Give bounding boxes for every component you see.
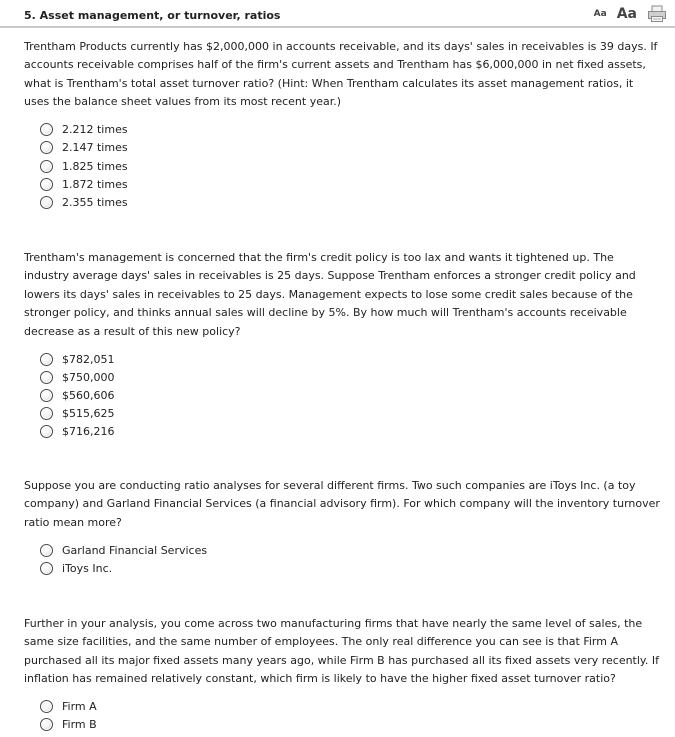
radio-button[interactable] bbox=[40, 389, 53, 402]
option-label: $515,625 bbox=[62, 407, 115, 421]
font-size-large-button[interactable]: Aa bbox=[616, 6, 637, 22]
printer-icon[interactable] bbox=[647, 5, 667, 23]
option-label: iToys Inc. bbox=[62, 562, 113, 575]
option-label: $750,000 bbox=[62, 370, 115, 384]
answer-option[interactable] bbox=[24, 121, 660, 139]
answer-option[interactable] bbox=[24, 139, 660, 157]
answer-option[interactable] bbox=[24, 175, 660, 193]
radio-button[interactable] bbox=[40, 562, 53, 575]
answer-option[interactable] bbox=[24, 157, 660, 175]
radio-button[interactable] bbox=[40, 353, 53, 366]
question-stem-4: Further in your analysis, you come across two manufacturing firms that have nearly the same level of sales, the same size facilities, and the same number of employees. The only real difference you can see is that Firm A purchased all its major fixed assets many years ago, while Firm B has purchased all its fixed assets very recently. If inflation has remained relatively constant, which firm is likely to have the higher fixed asset turnover ratio? bbox=[24, 617, 659, 686]
answer-option[interactable] bbox=[24, 368, 660, 386]
answer-option[interactable] bbox=[24, 405, 660, 423]
option-label: $560,606 bbox=[62, 389, 115, 402]
header-divider bbox=[0, 26, 675, 28]
answer-option[interactable] bbox=[24, 698, 660, 716]
radio-button[interactable] bbox=[40, 718, 53, 731]
radio-button[interactable] bbox=[40, 160, 53, 173]
radio-button[interactable] bbox=[40, 141, 53, 154]
option-label: Firm A bbox=[62, 700, 97, 714]
question-stem-3: Suppose you are conducting ratio analyses for several different firms. Two such companies are iToys Inc. (a toy company) and Garland Financial Services (a financial advisory firm). For which company will the inventory turnover ratio mean more? bbox=[24, 479, 660, 529]
option-label: 2.212 times bbox=[62, 123, 128, 137]
answer-option[interactable] bbox=[24, 386, 660, 404]
answer-option[interactable] bbox=[24, 423, 660, 441]
question-block-2 bbox=[24, 249, 660, 441]
answer-options-1 bbox=[24, 121, 660, 212]
answer-options-3 bbox=[24, 541, 660, 577]
answer-option[interactable] bbox=[24, 716, 660, 734]
option-label: Garland Financial Services bbox=[62, 543, 208, 557]
question-block-1 bbox=[24, 38, 660, 212]
answer-option[interactable] bbox=[24, 559, 660, 577]
question-block-3 bbox=[24, 477, 660, 578]
question-stem-2: Trentham's management is concerned that the firm's credit policy is too lax and wants it tightened up. The industry average days' sales in receivables is 25 days. Suppose Trentham enforces a stronger credit policy and lowers its days' sales in receivables to 25 days. Management expects to lose some credit sales because of the stronger policy, and thinks annual sales will decline by 5%. By how much will Trentham's accounts receivable decrease as a result of this new policy? bbox=[24, 251, 636, 338]
radio-button[interactable] bbox=[40, 123, 53, 136]
option-label: 2.355 times bbox=[62, 195, 128, 209]
option-label: $716,216 bbox=[62, 425, 115, 439]
option-label: Firm B bbox=[62, 718, 97, 732]
radio-button[interactable] bbox=[40, 425, 53, 438]
answer-options-4 bbox=[24, 698, 660, 734]
option-label: 1.825 times bbox=[62, 159, 128, 173]
font-size-small-button[interactable]: Aa bbox=[593, 9, 607, 19]
radio-button[interactable] bbox=[40, 196, 53, 209]
toolbar bbox=[594, 5, 667, 23]
radio-button[interactable] bbox=[40, 700, 53, 713]
answer-options-2 bbox=[24, 350, 660, 441]
question-header bbox=[0, 0, 675, 26]
radio-button[interactable] bbox=[40, 544, 53, 557]
question-stem-1: Trentham Products currently has $2,000,000 in accounts receivable, and its days' sales in receivables is 39 days. If accounts receivable comprises half of the firm's current assets and Trentham has $6,000,000 in net fixed assets, what is Trentham's total asset turnover ratio? (Hint: When Trentham calculates its asset management ratios, it uses the balance sheet values from its most recent year.) bbox=[24, 40, 658, 109]
question-title: 5. Asset management, or turnover, ratios bbox=[24, 9, 281, 22]
answer-option[interactable] bbox=[24, 541, 660, 559]
option-label: $782,051 bbox=[62, 352, 115, 366]
option-label: 2.147 times bbox=[62, 141, 128, 155]
radio-button[interactable] bbox=[40, 407, 53, 420]
answer-option[interactable] bbox=[24, 193, 660, 211]
radio-button[interactable] bbox=[40, 178, 53, 191]
question-block-4 bbox=[24, 615, 660, 734]
option-label: 1.872 times bbox=[62, 177, 128, 191]
answer-option[interactable] bbox=[24, 350, 660, 368]
radio-button[interactable] bbox=[40, 371, 53, 384]
